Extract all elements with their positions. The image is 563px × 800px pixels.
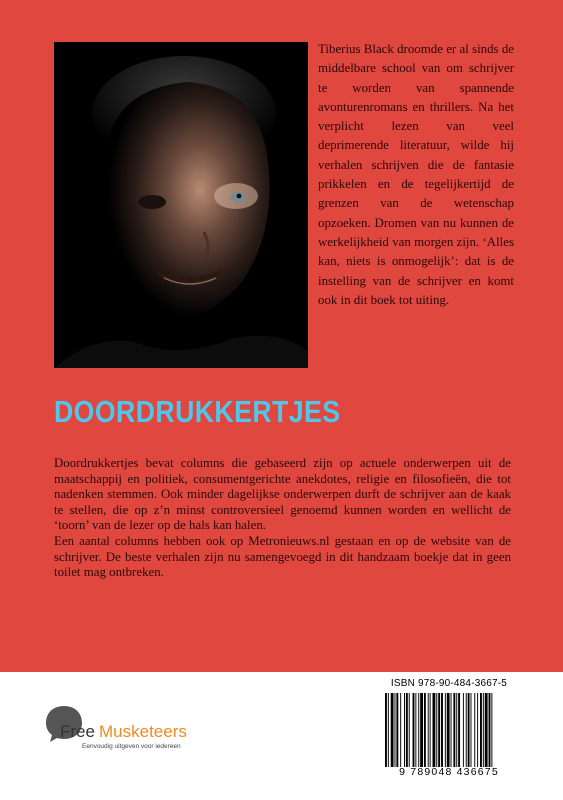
- barcode-bar: [468, 693, 470, 767]
- barcode-bar: [409, 693, 410, 767]
- barcode-bar: [453, 693, 455, 767]
- barcode-bar: [483, 693, 484, 767]
- isbn-barcode: [381, 678, 517, 782]
- barcode-bar: [445, 693, 446, 767]
- barcode-bar: [424, 693, 426, 767]
- barcode-bar: [485, 693, 488, 767]
- barcode-bar: [396, 693, 398, 767]
- barcode-bar: [418, 693, 419, 767]
- barcode-bar: [400, 693, 401, 767]
- author-photo: [54, 42, 308, 368]
- barcode-bar: [491, 693, 492, 767]
- author-bio: Tiberius Black droomde er al sinds de middelbare school van om schrijver te worden van spannende avonturenromans en thrillers. Na het verplicht lezen van veel deprimerende literatuur, wilde hij verhalen schrijven die de fantasie prikkelen en de tegelijkertijd de grenzen van de wetenschap opzoeken. Dromen van nu kunnen de werkelijkheid van morgen zijn. ‘Alles kan, niets is onmogelijk’: dat is de instelling van de schrijver en komt ook in dit boek tot uiting.: [318, 42, 514, 307]
- barcode-bar: [463, 693, 464, 767]
- barcode-bar: [474, 693, 475, 767]
- barcode-bar: [471, 693, 472, 767]
- publisher-name-musketeers: Musketeers: [99, 722, 187, 741]
- barcode-bar: [456, 693, 457, 767]
- barcode-bar: [415, 693, 416, 767]
- barcode-bar: [458, 693, 460, 767]
- blurb-paragraph: Doordrukkertjes bevat columns die gebaseerd zijn op actuele onderwerpen uit de maatschappij en politiek, consumentgerichte anekdotes, religie en filosofieën, die tot nadenken stemmen. Ook minder dagelijkse onderwerpen durft de schrijver aan de kaak te stellen, die op z’n minst controversieel genoemd kunnen worden en wellicht de ‘toorn’ van de lezer op de hals kan halen.: [54, 456, 511, 533]
- publisher-name-free: Free: [60, 722, 95, 741]
- barcode-bar: [428, 693, 429, 767]
- barcode-bar: [489, 693, 491, 767]
- barcode-bar: [430, 693, 431, 767]
- barcode-bar: [477, 693, 478, 767]
- barcode-bar: [433, 693, 436, 767]
- isbn-label: ISBN 978-90-484-3667-5: [390, 678, 508, 689]
- barcode-bar: [420, 693, 423, 767]
- barcode-bar: [441, 693, 443, 767]
- cover-footer: [0, 672, 563, 800]
- barcode-bar: [466, 693, 467, 767]
- publisher-logo: [44, 700, 214, 760]
- barcode-bar: [391, 693, 394, 767]
- barcode-bar: [404, 693, 405, 767]
- barcode-bar: [385, 693, 387, 767]
- barcode-bar: [406, 693, 408, 767]
- book-title: DOORDRUKKERTJES: [54, 394, 341, 429]
- barcode-bar: [436, 693, 437, 767]
- ean-number: 9 789048 436675: [399, 766, 499, 778]
- barcode-bar: [438, 693, 440, 767]
- barcode-bar: [480, 693, 482, 767]
- barcode-bar: [447, 693, 450, 767]
- barcode-bar: [388, 693, 389, 767]
- barcode-bar: [413, 693, 415, 767]
- barcode-bar: [395, 693, 396, 767]
- barcode-bar: [451, 693, 452, 767]
- barcode-bars: [381, 693, 517, 767]
- book-blurb: [54, 456, 511, 581]
- blurb-paragraph: Een aantal columns hebben ook op Metronieuws.nl gestaan en op de website van de schrijver. De beste verhalen zijn nu samengevoegd in dit handzaam boekje dat in geen toilet mag ontbreken.: [54, 533, 511, 580]
- publisher-tagline: Eenvoudig uitgeven voor iedereen: [82, 743, 181, 750]
